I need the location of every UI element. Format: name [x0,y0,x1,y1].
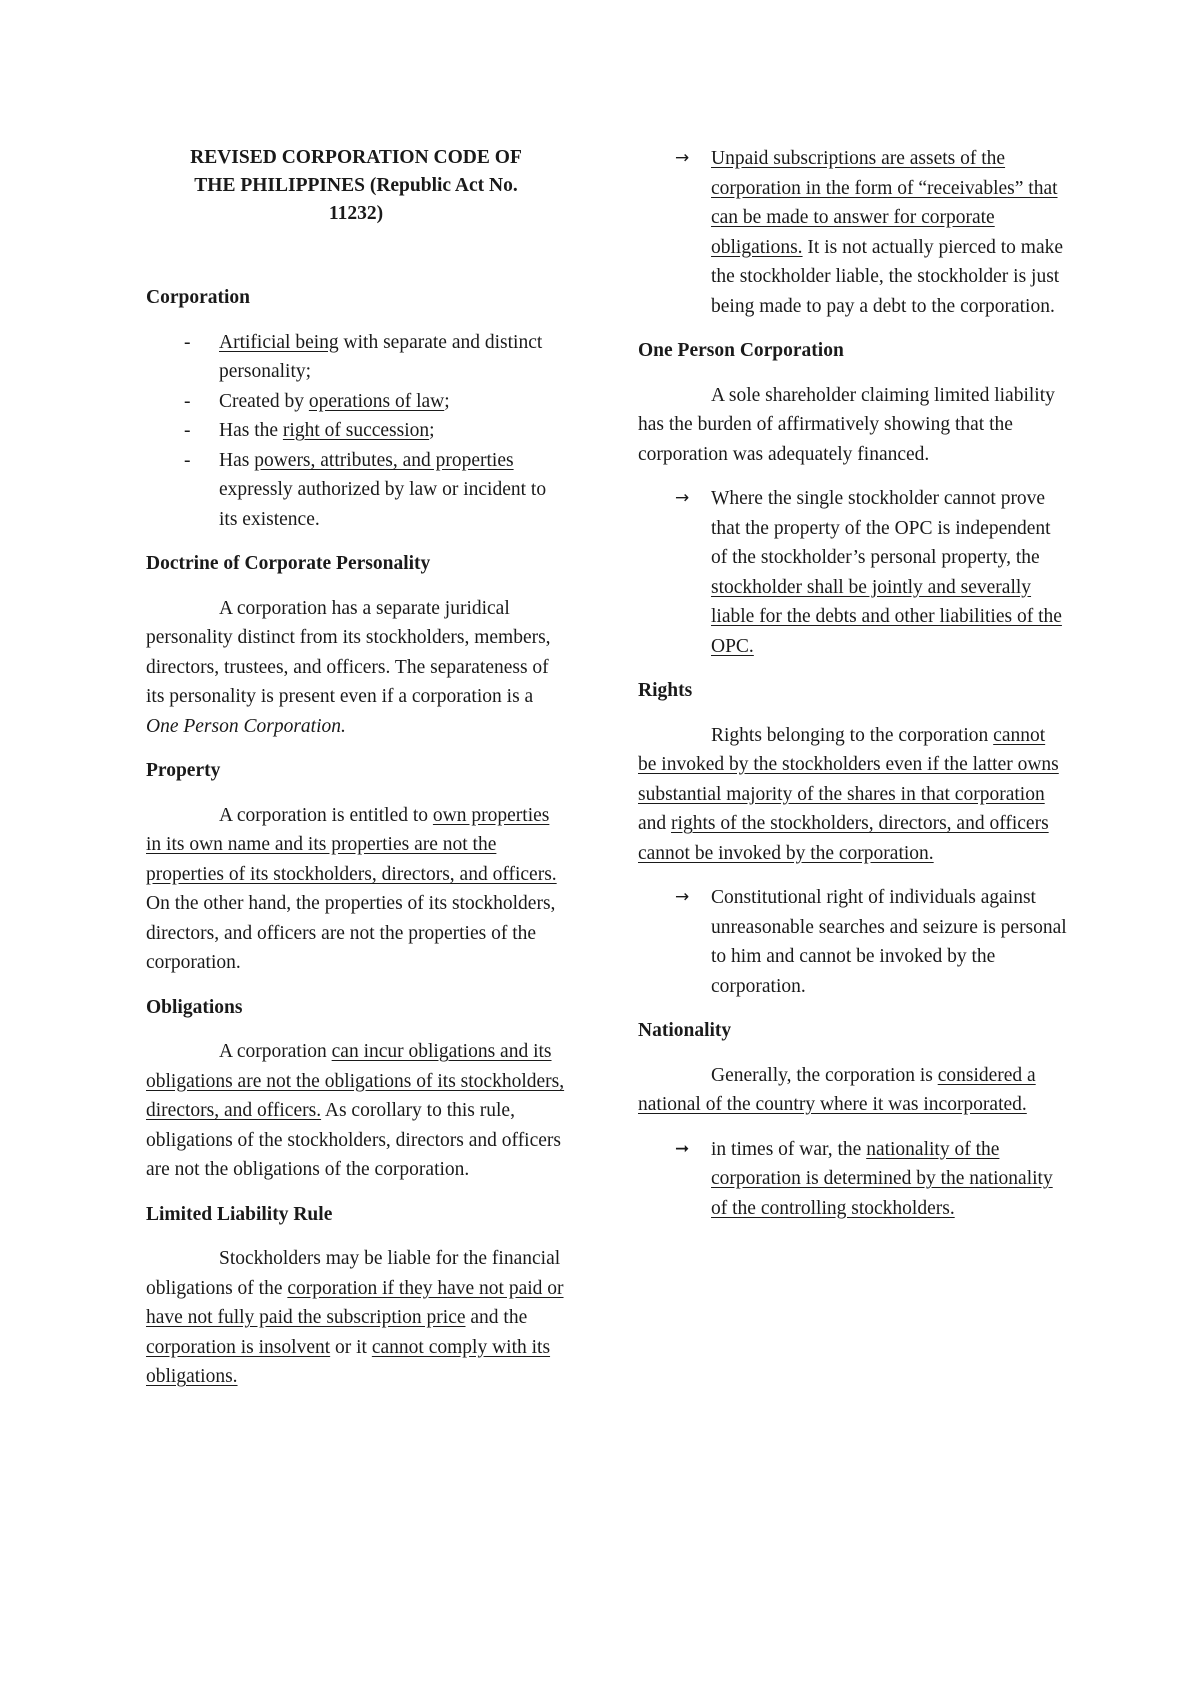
dash-marker: - [184,390,191,412]
underlined-text: Artificial being [219,331,339,353]
corporation-heading: Corporation [146,287,250,308]
arrow-icon: → [675,488,690,508]
underlined-text: nationality of the corporation is determined by the nationality of the controlling stockholders. [711,1138,1053,1219]
right-column [638,144,1068,1238]
paragraph-text: and the [465,1307,528,1328]
nationality-note [638,1135,1068,1224]
underlined-text: cannot be invoked by the stockholders even if the latter owns substantial majority of the shares in that corporation [638,724,1059,805]
dash-marker: - [184,449,191,471]
underlined-text: Unpaid subscriptions are assets of the corporation in the form of “receivables” that can be made to answer for corporate obligations. [711,148,1058,258]
item-text: Has the [219,420,283,441]
opc-note [638,484,1068,661]
arrow-icon: → [675,148,690,168]
note-text: Where the single stockholder cannot prove that the property of the OPC is independent of the stockholder’s personal property, the [711,488,1051,568]
paragraph-text: Stockholders may be liable for the financial obligations of the [146,1248,561,1299]
nationality-heading: Nationality [638,1020,732,1041]
underlined-text: powers, attributes, and properties [254,449,514,471]
underlined-text: stockholder shall be jointly and severally liable for the debts and other liabilities of the OPC. [711,576,1062,657]
list-item [146,416,566,446]
note-text: It is not actually pierced to make the stockholder liable, the stockholder is just being made to pay a debt to the corporation. [711,236,1063,317]
note-text: Constitutional right of individuals against unreasonable searches and seizure is personal to him and cannot be invoked by the corporation. [711,887,1067,997]
underlined-text: considered a national of the country where it was incorporated. [638,1064,1036,1115]
item-text: ; [444,390,450,412]
emphasis-text: One Person Corporation. [146,715,346,737]
list-item [146,328,566,387]
doctrine-heading: Doctrine of Corporate Personality [146,553,431,574]
opc-heading: One Person Corporation [638,340,844,361]
item-text: Has [219,449,255,471]
opc-paragraph: A sole shareholder claiming limited liability has the burden of affirmatively showing that the corporation was adequately financed. [638,384,1055,465]
limited-liability-heading: Limited Liability Rule [146,1203,333,1225]
arrow-icon: ➞ [675,1138,690,1159]
underlined-text: cannot comply with its obligations. [146,1336,551,1387]
property-paragraph [146,801,566,978]
obligations-heading: Obligations [146,996,243,1018]
left-column [146,144,566,1407]
dash-marker: - [184,420,191,441]
obligations-paragraph [146,1037,566,1185]
rights-note [638,883,1068,1001]
item-text: expressly authorized by law or incident to its existence. [219,479,547,530]
corporation-list [146,328,566,535]
dash-marker: - [184,331,191,353]
paragraph-text: On the other hand, the properties of its stockholders, directors, and officers are not the properties of the corporation. [146,893,556,973]
unpaid-subscriptions-note [638,144,1068,321]
list-item [146,446,566,535]
doctrine-paragraph [146,594,566,742]
title-line-2: THE PHILIPPINES (Republic Act No. [194,175,518,196]
item-text: ; [429,420,435,441]
paragraph-text: A corporation has a separate juridical personality distinct from its stockholders, members, directors, trustees, and officers. The separateness of its personality is present even if a corporation is a [146,597,551,707]
title-line-1: REVISED CORPORATION CODE OF [190,147,522,168]
rights-heading: Rights [638,680,693,701]
arrow-icon: → [675,887,690,907]
underlined-text: rights of the stockholders, directors, and officers cannot be invoked by the corporation. [638,813,1049,864]
paragraph-text: As corollary to this rule, obligations of the stockholders, directors and officers are not the obligations of the corporation. [146,1100,561,1180]
rights-paragraph [638,721,1068,869]
underlined-text: corporation if they have not paid or have not fully paid the subscription price [146,1277,564,1328]
underlined-text: own properties in its own name and its properties are not the properties of its stockholders, directors, and officers. [146,804,557,885]
paragraph-text: A corporation is entitled to [219,804,433,826]
paragraph-text: or it [330,1336,372,1358]
nationality-paragraph [638,1061,1068,1120]
limited-liability-paragraph [146,1244,566,1392]
underlined-text: corporation is insolvent [146,1336,331,1358]
underlined-text: can incur obligations and its obligations are not the obligations of its stockholders, directors, and officers. [146,1041,565,1121]
property-heading: Property [146,760,221,781]
item-text: with separate and distinct personality; [219,331,543,382]
paragraph-text: A corporation [219,1041,332,1062]
list-item [146,387,566,417]
item-text: Created by [219,390,309,412]
paragraph-text: Rights belonging to the corporation [711,724,994,746]
paragraph-text: Generally, the corporation is [711,1064,938,1086]
underlined-text: operations of law [308,390,445,412]
note-text: in times of war, the [711,1138,867,1160]
title-line-3: 11232) [328,203,384,224]
paragraph-text: and [638,813,672,834]
underlined-text: right of succession [282,420,430,441]
document-title [146,144,566,228]
